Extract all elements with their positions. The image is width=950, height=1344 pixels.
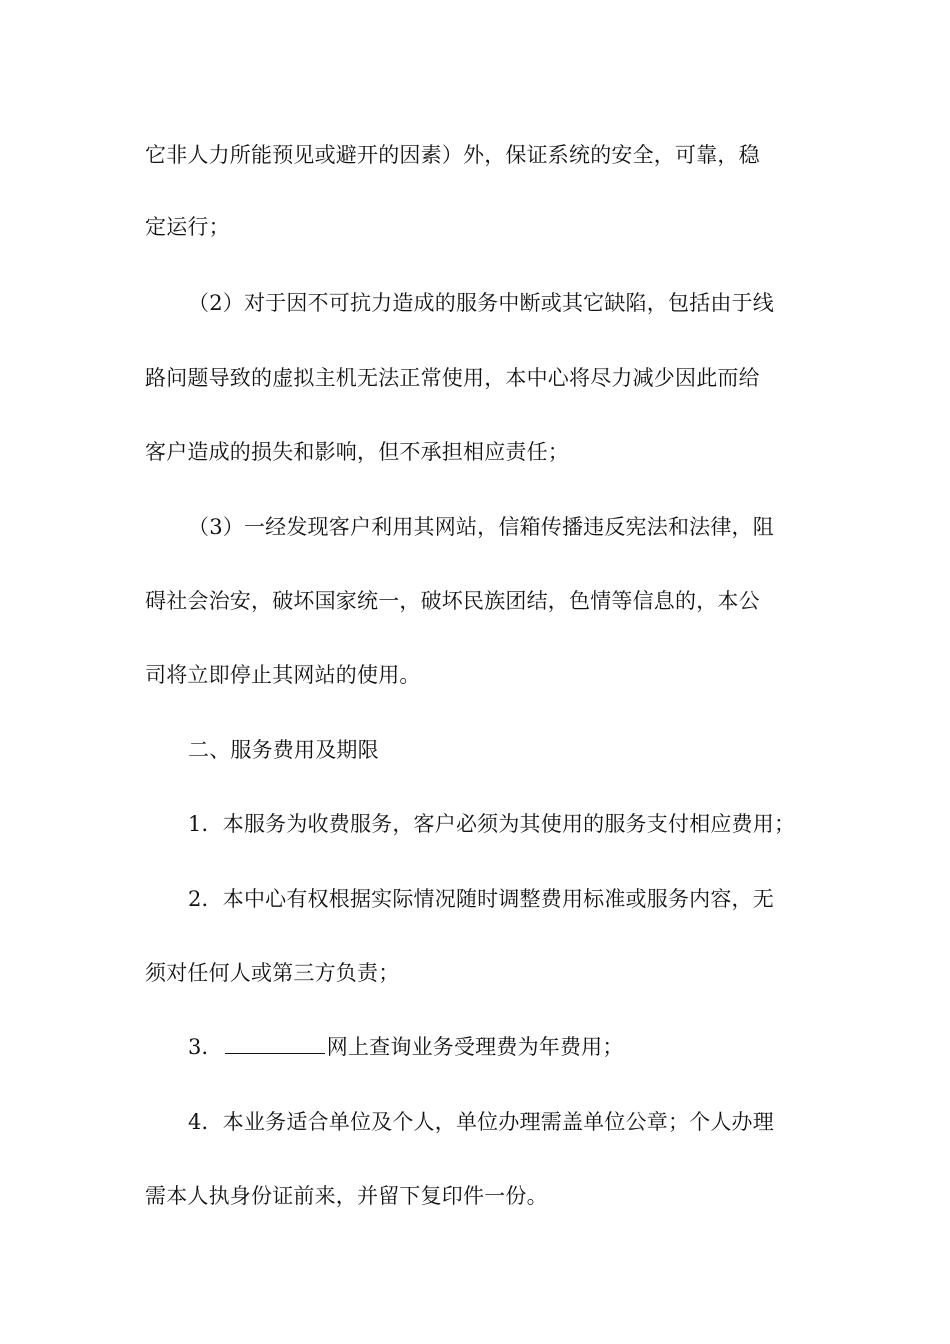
section-heading: 二、服务费用及期限 <box>188 738 379 762</box>
item-2-line-1: 2．本中心有权根据实际情况随时调整费用标准或服务内容，无 <box>188 887 774 911</box>
paragraph-1-line-1: 它非人力所能预见或避开的因素）外，保证系统的安全，可靠，稳 <box>145 143 760 167</box>
item-3 <box>188 1033 624 1061</box>
paragraph-3-line-3: 司将立即停止其网站的使用。 <box>145 663 421 687</box>
item-2-line-2: 须对任何人或第三方负责； <box>145 961 400 985</box>
item-4-line-1: 4．本业务适合单位及个人，单位办理需盖单位公章；个人办理 <box>188 1110 774 1134</box>
item-3-prefix: 3． <box>188 1035 223 1059</box>
paragraph-2-line-3: 客户造成的损失和影响，但不承担相应责任； <box>145 440 569 464</box>
item-1: 1．本服务为收费服务，客户必须为其使用的服务支付相应费用； <box>188 812 796 836</box>
fill-in-blank <box>225 1033 325 1054</box>
paragraph-1-line-2: 定运行； <box>145 215 230 239</box>
paragraph-3-line-2: 碍社会治安，破坏国家统一，破坏民族团结，色情等信息的，本公 <box>145 589 760 613</box>
item-4-line-2: 需本人执身份证前来，并留下复印件一份。 <box>145 1184 548 1208</box>
paragraph-3-line-1: （3）一经发现客户利用其网站，信箱传播违反宪法和法律，阻 <box>188 515 774 539</box>
item-3-text: 网上查询业务受理费为年费用； <box>326 1035 624 1059</box>
paragraph-2-line-1: （2）对于因不可抗力造成的服务中断或其它缺陷，包括由于线 <box>188 291 774 315</box>
paragraph-2-line-2: 路问题导致的虚拟主机无法正常使用，本中心将尽力减少因此而给 <box>145 366 760 390</box>
